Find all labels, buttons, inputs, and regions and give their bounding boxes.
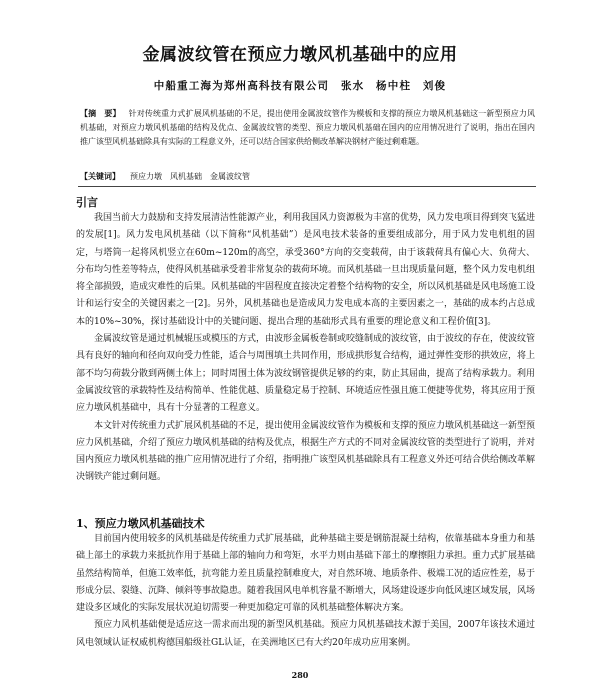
intro-body bbox=[76, 210, 535, 487]
paragraph: 预应力风机基础便是适应这一需求而出现的新型风机基础。预应力风机基础技术源于美国，2007年该技术通过风电领域认证权威机构德国船级社GL认证，在美洲地区已有大约20年成功应用案例。 bbox=[76, 620, 535, 648]
abstract bbox=[80, 106, 535, 150]
keywords bbox=[80, 169, 535, 184]
keywords-label: 【关键词】 bbox=[80, 171, 120, 181]
paper-title: 金属波纹管在预应力墩风机基础中的应用 bbox=[142, 45, 458, 65]
divider bbox=[78, 186, 536, 187]
section-1-body bbox=[76, 531, 535, 652]
abstract-text: 针对传统重力式扩展风机基础的不足，提出使用金属波纹管作为模板和支撑的预应力墩风机基础这一新型预应力风机基础，对预应力墩风机基础的结构及优点、金属波纹管的类型、预应力墩风机基础在国内的应用情况进行了说明，指出在国内推广该型风机基础除具有实际的工程意义外，还可以结合国家供给侧改革解决钢材产能过剩难题。 bbox=[80, 109, 536, 147]
intro-heading: 引言 bbox=[76, 196, 98, 209]
abstract-label: 【摘 要】 bbox=[80, 108, 121, 118]
page-number: 280 bbox=[291, 670, 309, 680]
paragraph: 金属波纹管是通过机械辊压或模压的方式，由波形金属板卷制或咬缝制成的波纹管，由于波纹的存在，使波纹管具有良好的轴向和径向双向受力性能，适合与周围填土共同作用，形成拱形复合结构，通过弹性变形的拱效应，将上部不均匀荷载分散到两侧土体上；同时周围土体为波纹钢管提供足够的约束，防止其屈曲，提高了结构承载力。利用金属波纹管的承载特性及结构简单、性能优越、质量稳定易于控制、环境适应性强且施工便捷等优势，将其应用于预应力墩风机基础中，具有十分显著的工程意义。 bbox=[76, 334, 536, 414]
keywords-text: 预应力墩 风机基础 金属波纹管 bbox=[130, 172, 250, 181]
paragraph: 我国当前大力鼓励和支持发展清洁性能源产业，利用我国风力资源极为丰富的优势，风力发电项目得到突飞猛进的发展[1]。风力发电风机基础（以下简称“风机基础”）是风电技术装备的重要组成部分，用于风力发电机组的固定，与塔筒一起将风机竖立在60m~120m的高空，承受360°方向的交变载荷，由于该载荷具有偏心大、负荷大、分布均匀性差等特点，使得风机基础承受着非常复杂的载荷环境。而风机基础一旦出现质量问题，整个风力发电机组将全部损毁，造成灾难性的后果。风机基础的牢固程度直接决定着整个结构物的安全，所以风机基础是风电场施工设计和运行安全的关键因素之一[2]。另外，风机基础也是造成风力发电成本高的主要因素之一，基础的成本约占总成本的10%~30%，探讨基础设计中的关键问题、提出合理的基础形式具有重要的理论意义和工程价值[3]。 bbox=[76, 213, 536, 327]
section-1-heading: 1、预应力墩风机基础技术 bbox=[76, 517, 205, 530]
paragraph: 目前国内使用较多的风机基础是传统重力式扩展基础，此种基础主要是钢筋混凝土结构，依靠基础本身重力和基础上部土的承载力来抵抗作用于基础上部的轴向力和弯矩，水平力则由基础下部土的摩擦阻力承担。重力式扩展基础虽然结构简单，但施工效率低，抗弯能力差且质量控制难度大，对自然环境、地质条件、极端工况的适应性差，易于形成分层、裂缝、沉降、倾斜等事故隐患。随着我国风电单机容量不断增大，风场建设逐步向低风速区域发展，风场建设多区域化的实际发展状况迫切需要一种更加稳定可靠的风机基础整体解决方案。 bbox=[76, 534, 536, 614]
paragraph: 本文针对传统重力式扩展风机基础的不足，提出使用金属波纹管作为模板和支撑的预应力墩风机基础这一新型预应力风机基础，介绍了预应力墩风机基础的结构及优点，根据生产方式的不同对金属波纹管的类型进行了说明，并对国内预应力墩风机基础的推广应用情况进行了介绍，指明推广该型风机基础除具有工程意义外还可结合供给侧改革解决钢铁产能过剩问题。 bbox=[76, 420, 536, 483]
author-line: 中船重工海为郑州高科技有限公司 张水 杨中柱 刘俊 bbox=[153, 80, 447, 92]
